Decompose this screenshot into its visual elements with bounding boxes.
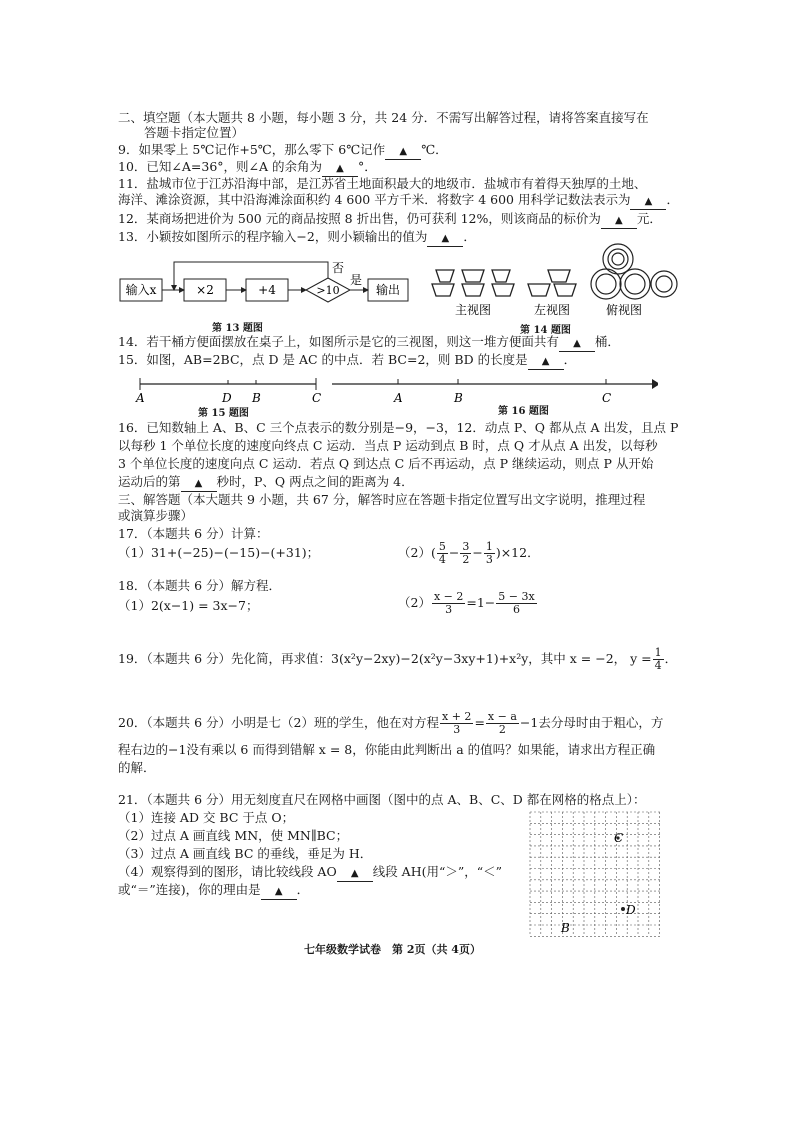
question-9: 9．如果零上 5℃记作+5℃，那么零下 6℃记作 ▲ ℃． <box>118 142 448 160</box>
flow-output-label: 输出 <box>375 283 401 297</box>
flow-input-label: 输入x <box>125 283 157 297</box>
page-footer: 七年级数学试卷 第 2页（共 4页） <box>304 943 481 956</box>
question-15: 15．如图，AB=2BC，点 D 是 AC 的中点．若 BC=2，则 BD 的长度是 ▲ ． <box>118 352 576 370</box>
question-11-line1: 11．盐城市位于江苏沿海中部，是江苏省土地面积最大的地级市．盐城市有着得天独厚的土地、 <box>118 176 647 191</box>
left-view-shape <box>528 270 576 296</box>
flow-condition-label: >10 <box>316 284 340 297</box>
caption-14: 第 14 题图 <box>520 325 571 336</box>
question-13: 13．小颖按如图所示的程序输入−2，则小颖输出的值为 ▲ ． <box>118 229 476 247</box>
point-D-15: D <box>222 391 232 405</box>
question-17: 17．（本题共 6 分）计算： <box>118 526 269 541</box>
question-18-part1: （1）2(x−1) = 3x−7； <box>118 598 259 613</box>
caption-15: 第 15 题图 <box>198 408 249 419</box>
question-16-line2: 以每秒 1 个单位长度的速度向终点 C 运动．当点 P 运动到点 B 时，点 Q 才从点 A 出发，以每秒 <box>118 438 658 453</box>
flowchart-figure <box>118 252 418 312</box>
question-17-part2: （2）( $\frac{5}{4}$ − $\frac{3}{2}$ − $\frac{1}{3}$ )×12． <box>398 540 540 566</box>
question-21-line6: 或“＝”连接)，你的理由是 ▲ ． <box>118 882 309 900</box>
blank-mark: ▲ <box>399 146 408 157</box>
top-view-label: 俯视图 <box>605 303 643 317</box>
flow-no-label: 否 <box>332 261 345 275</box>
front-view-shape <box>432 270 514 296</box>
question-20-line1: 20．（本题共 6 分）小明是七（2）班的学生，他在对方程 $\frac{x + 2}{3}$ = $\frac{x - a}{2}$ −1去分母时由于粗心，方 <box>118 710 664 736</box>
section2-title-line1: 二、填空题（本大题共 8 小题，每小题 3 分，共 24 分．不需写出解答过程，请将答案直接写在 <box>118 110 649 125</box>
segment-15 <box>135 378 321 405</box>
flow-plus4-label: +4 <box>258 283 276 297</box>
section3-title-line2: 或演算步骤） <box>118 508 194 523</box>
grid-point-B: B <box>561 921 570 935</box>
question-21-line1: 21．（本题共 6 分）用无刻度直尺在网格中画图（图中的点 A、B、C、D 都在网格的格点上）： <box>118 792 646 807</box>
question-19: 19．（本题共 6 分）先化简，再求值：3(x²y−2xy)−2(x²y−3xy+1)+x²y，其中 x = −2， y = $\frac{1}{4}$ ． <box>118 646 678 672</box>
section3-title-line1: 三、解答题（本大题共 9 小题，共 67 分，解答时应在答题卡指定位置写出文字说明，推理过程 <box>118 492 646 507</box>
question-20-line3: 的解． <box>118 760 156 775</box>
number-line-figures <box>118 372 658 406</box>
question-18-part2: （2） $\frac{x - 2}{3}$ =1− $\frac{5 - 3x}{6}$ <box>398 590 535 616</box>
question-10: 10．已知∠A=36°，则∠A 的余角为 ▲ °． <box>118 159 377 177</box>
question-17-part1: （1）31+(−25)−(−15)−(+31)； <box>118 545 320 560</box>
question-21-line5: （4）观察得到的图形，请比较线段 AO ▲ 线段 AH(用“＞”，“＜” <box>118 864 502 882</box>
grid-point-C: C <box>614 831 624 845</box>
point-A-15: A <box>136 391 145 405</box>
caption-16: 第 16 题图 <box>498 406 549 417</box>
top-view-shape <box>591 244 677 299</box>
grid-point-D: D <box>626 903 636 917</box>
question-21-line3: （2）过点 A 画直线 MN，使 MN∥BC； <box>118 828 349 843</box>
point-C-15: C <box>312 391 322 405</box>
three-views-figure <box>428 240 678 320</box>
question-12: 12．某商场把进价为 500 元的商品按照 8 折出售，仍可获利 12%，则该商品的标价为 ▲ 元． <box>118 211 662 229</box>
point-C-16: C <box>602 391 612 405</box>
flow-times2-label: ×2 <box>196 283 214 297</box>
section2-title-line2: 答题卡指定位置） <box>144 125 245 140</box>
left-view-label: 左视图 <box>533 303 571 317</box>
question-21-line4: （3）过点 A 画直线 BC 的垂线，垂足为 H． <box>118 846 373 861</box>
question-16-line1: 16．已知数轴上 A、B、C 三个点表示的数分别是−9，−3，12．动点 P、Q 都从点 A 出发，且点 P <box>118 420 679 435</box>
flow-yes-label: 是 <box>350 273 363 287</box>
front-view-label: 主视图 <box>454 303 492 317</box>
grid-figure <box>526 808 664 940</box>
question-21-line2: （1）连接 AD 交 BC 于点 O； <box>118 810 295 825</box>
question-20-line2: 程右边的−1没有乘以 6 而得到错解 x = 8，你能由此判断出 a 的值吗？如果能，请求出方程正确 <box>118 742 656 757</box>
question-14: 14．若干桶方便面摆放在桌子上，如图所示是它的三视图，则这一堆方便面共有 ▲ 桶． <box>118 334 620 352</box>
question-11-line2: 海洋、滩涂资源，其中沿海滩涂面积约 4 600 平方千米．将数字 4 600 用科学记数法表示为 ▲ ． <box>118 192 679 210</box>
caption-13: 第 13 题图 <box>212 323 263 334</box>
point-A-16: A <box>394 391 403 405</box>
point-B-15: B <box>252 391 261 405</box>
question-16-line4: 运动后的第 ▲ 秒时，P、Q 两点之间的距离为 4． <box>118 474 414 492</box>
question-18: 18．（本题共 6 分）解方程． <box>118 578 282 593</box>
question-16-line3: 3 个单位长度的速度向点 C 运动．若点 Q 到达点 C 后不再运动，点 P 继续运动，则点 P 从开始 <box>118 456 654 471</box>
number-line-16 <box>332 379 658 405</box>
point-B-16: B <box>454 391 463 405</box>
